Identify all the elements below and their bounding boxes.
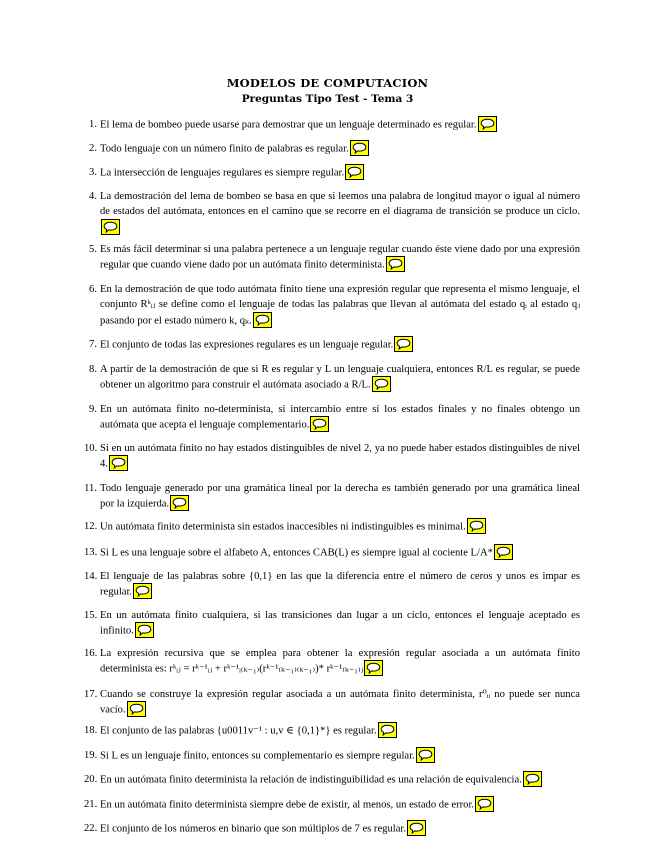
question-text-block [100, 481, 580, 512]
question-item [84, 723, 580, 739]
question-number: 13. [84, 547, 98, 558]
comment-annotation-icon[interactable] [523, 771, 542, 787]
question-item [84, 646, 580, 677]
comment-annotation-icon[interactable] [101, 219, 120, 235]
question-number: 16. [84, 648, 98, 659]
comment-annotation-icon[interactable] [386, 256, 405, 272]
comment-annotation-icon[interactable] [133, 583, 152, 599]
question-text: En un autómata finito cualquiera, si las transiciones dan lugar a un ciclo, entonces el lenguaje aceptado es infinito. [100, 610, 580, 637]
question-item [84, 797, 580, 813]
question-text-block [100, 519, 580, 535]
question-number: 14. [84, 571, 98, 582]
question-number: 18. [84, 725, 98, 736]
question-text-block [100, 282, 580, 329]
comment-annotation-icon[interactable] [170, 495, 189, 511]
question-item [84, 748, 580, 764]
question-text: Cuando se construye la expresión regular asociada a un autómata finito determinista, r⁰ᵢᵢ no puede ser nunca vacío. [100, 689, 580, 716]
comment-annotation-icon[interactable] [109, 455, 128, 471]
question-text-block [100, 402, 580, 433]
question-number: 19. [84, 750, 98, 761]
comment-annotation-icon[interactable] [253, 312, 272, 328]
comment-annotation-icon[interactable] [372, 376, 391, 392]
question-text: Todo lenguaje generado por una gramática lineal por la derecha es también generado por una gramática lineal por la izquierda. [100, 483, 580, 510]
question-text-block [100, 772, 580, 788]
question-text: Si L es una lenguaje sobre el alfabeto A, entonces CAB(L) es siempre igual al cociente L/A* [100, 547, 493, 559]
question-text-block [100, 362, 580, 393]
comment-annotation-icon[interactable] [416, 747, 435, 763]
question-text: La demostración del lema de bombeo se basa en que si leemos una palabra de longitud mayor o igual al número de estados del autómata, entonces en el camino que se recorre en el diagrama de transición se produce un ciclo. [100, 191, 580, 218]
document-title: MODELOS DE COMPUTACION [226, 76, 429, 90]
question-text-block [100, 242, 580, 273]
question-item [84, 189, 580, 236]
question-item [84, 282, 580, 329]
question-text: En un autómata finito determinista la relación de indistinguibilidad es una relación de equivalencia. [100, 774, 522, 786]
question-item [84, 117, 580, 133]
question-text: El conjunto de todas las expresiones regulares es un lenguaje regular. [100, 339, 394, 351]
question-number: 20. [84, 774, 98, 785]
question-text: El lenguaje de las palabras sobre {0,1} en las que la diferencia entre el número de ceros y unos es impar es regular. [100, 571, 580, 598]
document-subtitle: Preguntas Tipo Test - Tema 3 [241, 93, 414, 105]
question-text-block [100, 337, 580, 353]
question-item [84, 608, 580, 639]
question-number: 9. [89, 404, 97, 415]
question-text: A partir de la demostración de que si R es regular y L un lenguaje cualquiera, entonces R/L es regular, se puede obtener un algoritmo para construir el autómata asociado a R/L. [100, 364, 580, 391]
question-item [84, 402, 580, 433]
question-text-block [100, 545, 580, 561]
question-text: En la demostración de que todo autómata finito tiene una expresión regular que representa el mismo lenguaje, el conjunto Rᵏᵢⱼ se define como el lenguaje de todas las palabras que llevan al autómata del estado qᵢ al estado qⱼ pasando por el estado número k, qₖ. [100, 284, 580, 327]
question-text: Todo lenguaje con un número finito de palabras es regular. [100, 143, 349, 155]
question-text: El conjunto de los números en binario que son múltiplos de 7 es regular. [100, 823, 406, 835]
comment-annotation-icon[interactable] [345, 164, 364, 180]
comment-annotation-icon[interactable] [127, 701, 146, 717]
question-number: 4. [89, 191, 97, 202]
question-text: Un autómata finito determinista sin estados inaccesibles ni indistinguibles es minimal. [100, 521, 466, 533]
question-text-block [100, 646, 580, 677]
comment-annotation-icon[interactable] [135, 622, 154, 638]
question-text-block [100, 189, 580, 236]
question-item [84, 687, 580, 718]
question-text-block [100, 821, 580, 837]
question-number: 6. [89, 284, 97, 295]
question-item [84, 545, 580, 561]
question-item [84, 772, 580, 788]
question-text-block [100, 723, 580, 739]
comment-annotation-icon[interactable] [407, 820, 426, 836]
question-number: 21. [84, 799, 98, 810]
document-header [0, 76, 655, 106]
comment-annotation-icon[interactable] [394, 336, 413, 352]
comment-annotation-icon[interactable] [378, 722, 397, 738]
question-text: En un autómata finito determinista siempre debe de existir, al menos, un estado de error. [100, 799, 475, 811]
question-item [84, 821, 580, 837]
question-number: 5. [89, 244, 97, 255]
question-text-block [100, 797, 580, 813]
question-text-block [100, 748, 580, 764]
question-number: 15. [84, 610, 98, 621]
question-number: 7. [89, 339, 97, 350]
question-item [84, 242, 580, 273]
comment-annotation-icon[interactable] [364, 660, 383, 676]
question-number: 8. [89, 364, 97, 375]
question-item [84, 337, 580, 353]
question-text: Es más fácil determinar si una palabra pertenece a un lenguaje regular cuando éste viene dado por una expresión regular que cuando viene dado por un autómata finito determinista. [100, 244, 580, 271]
question-text: La intersección de lenguajes regulares es siempre regular. [100, 167, 345, 179]
question-item [84, 362, 580, 393]
question-text-block [100, 141, 580, 157]
comment-annotation-icon[interactable] [475, 796, 494, 812]
question-number: 10. [84, 443, 98, 454]
question-number: 3. [89, 167, 97, 178]
question-text-block [100, 569, 580, 600]
question-text: Si en un autómata finito no hay estados distinguibles de nivel 2, ya no puede haber estados distinguibles de nivel 4. [100, 443, 580, 470]
question-number: 11. [84, 483, 97, 494]
question-number: 22. [84, 823, 98, 834]
question-text: Si L es un lenguaje finito, entonces su complementario es siempre regular. [100, 750, 415, 762]
question-item [84, 519, 580, 535]
question-item [84, 141, 580, 157]
question-number: 2. [89, 143, 97, 154]
question-number: 17. [84, 689, 98, 700]
question-text-block [100, 165, 580, 181]
comment-annotation-icon[interactable] [478, 116, 497, 132]
comment-annotation-icon[interactable] [350, 140, 369, 156]
comment-annotation-icon[interactable] [494, 544, 513, 560]
question-item [84, 481, 580, 512]
comment-annotation-icon[interactable] [467, 518, 486, 534]
comment-annotation-icon[interactable] [310, 416, 329, 432]
question-text-block [100, 608, 580, 639]
question-item [84, 569, 580, 600]
question-item [84, 165, 580, 181]
question-text: El lema de bombeo puede usarse para demostrar que un lenguaje determinado es regular. [100, 119, 477, 131]
question-text: La expresión recursiva que se emplea para obtener la expresión regular asociada a un autómata finito determinista es: rᵏᵢⱼ = rᵏ⁻¹ᵢⱼ + rᵏ⁻¹ᵢ₍ₖ₋₁₎(rᵏ⁻¹₍ₖ₋₁₎₍ₖ₋₁₎)* rᵏ⁻¹₍ₖ₋₁₎ⱼ [100, 648, 580, 675]
question-number: 12. [84, 521, 98, 532]
question-text: En un autómata finito no-determinista, si intercambio entre sí los estados finales y no finales obtengo un autómata que acepta el lenguaje complementario. [100, 404, 580, 431]
question-text: El conjunto de las palabras {u0011v⁻¹ : u,v ∈ {0,1}*} es regular. [100, 725, 377, 737]
question-item [84, 441, 580, 472]
question-number: 1. [89, 119, 97, 130]
question-text-block [100, 687, 580, 718]
question-text-block [100, 441, 580, 472]
question-text-block [100, 117, 580, 133]
